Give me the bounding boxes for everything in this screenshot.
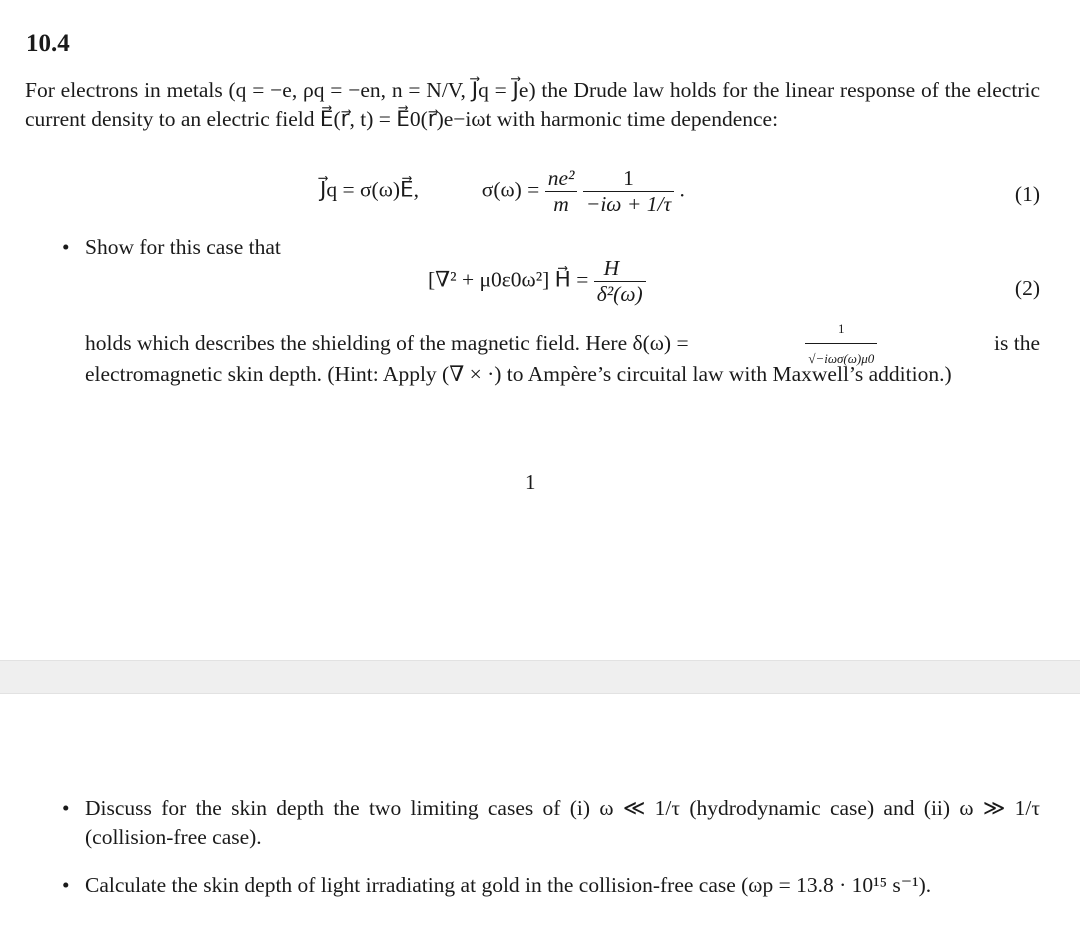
para2-text-a: holds which describes the shielding of the magnetic field. Here δ(ω) = (85, 330, 689, 355)
bullet-icon: • (62, 235, 70, 259)
bullet-icon: • (62, 796, 70, 820)
bullet-icon: • (62, 873, 70, 897)
equation-1-number: (1) (1014, 182, 1040, 206)
bullet-1-text: Show for this case that (85, 235, 281, 259)
document-page-2 (0, 694, 1080, 945)
skin-depth-numerator: 1 (805, 314, 877, 344)
eq1-fraction-1 (545, 166, 578, 217)
bullet-item-3 (62, 871, 1040, 900)
eq1-numerator-1: ne² (547, 166, 575, 190)
bullet-item-2 (62, 794, 1040, 852)
para2-text-b: is the (994, 330, 1040, 355)
equation-2-number: (2) (1014, 276, 1040, 300)
eq2-numerator: H⃗ (603, 256, 636, 280)
eq1-denominator-2: −iω + 1/τ (585, 192, 672, 216)
equation-1 (320, 166, 685, 217)
eq2-operator: [∇² + μ0ε0ω²] H⃗ = (428, 267, 589, 292)
exercise-number: 10.4 (26, 30, 70, 57)
eq1-period: . (679, 177, 685, 202)
eq1-fraction-2 (583, 166, 674, 217)
page-separator (0, 660, 1080, 694)
eq2-fraction (594, 256, 646, 307)
bullet-item-1 (62, 233, 281, 262)
bullet-3-text: Calculate the skin depth of light irradiating at gold in the collision-free case (ωp = 13.8 · 10¹⁵ s⁻¹). (85, 873, 932, 897)
eq2-denominator: δ²(ω) (596, 282, 643, 306)
para2-text-c: electromagnetic skin depth. (Hint: Apply (∇ × ·) to Ampère’s circuital law with Maxwell’s addition.) (85, 362, 952, 386)
skin-depth-denominator: √−iωσ(ω)μ0 (808, 350, 875, 366)
equation-2 (428, 256, 646, 307)
intro-paragraph: For electrons in metals (q = −e, ρq = −en, n = N/V, J⃗q = J⃗e) the Drude law holds for the linear response of the electric current density to an electric field E⃗(r⃗, t) = E⃗0(r⃗)e−iωt with harmonic time dependence: (25, 78, 1040, 131)
skin-depth-paragraph (85, 320, 1040, 389)
eq1-numerator-2: 1 (583, 166, 674, 192)
eq1-denominator-1: m (553, 192, 569, 216)
page-number: 1 (525, 470, 536, 494)
bullet-2-text: Discuss for the skin depth the two limiting cases of (i) ω ≪ 1/τ (hydrodynamic case) and (ii) ω ≫ 1/τ (collision-free case). (85, 796, 1040, 849)
eq1-sigma-label: σ(ω) = (481, 177, 540, 202)
eq1-current-law: J⃗q = σ(ω)E⃗, (320, 177, 419, 202)
